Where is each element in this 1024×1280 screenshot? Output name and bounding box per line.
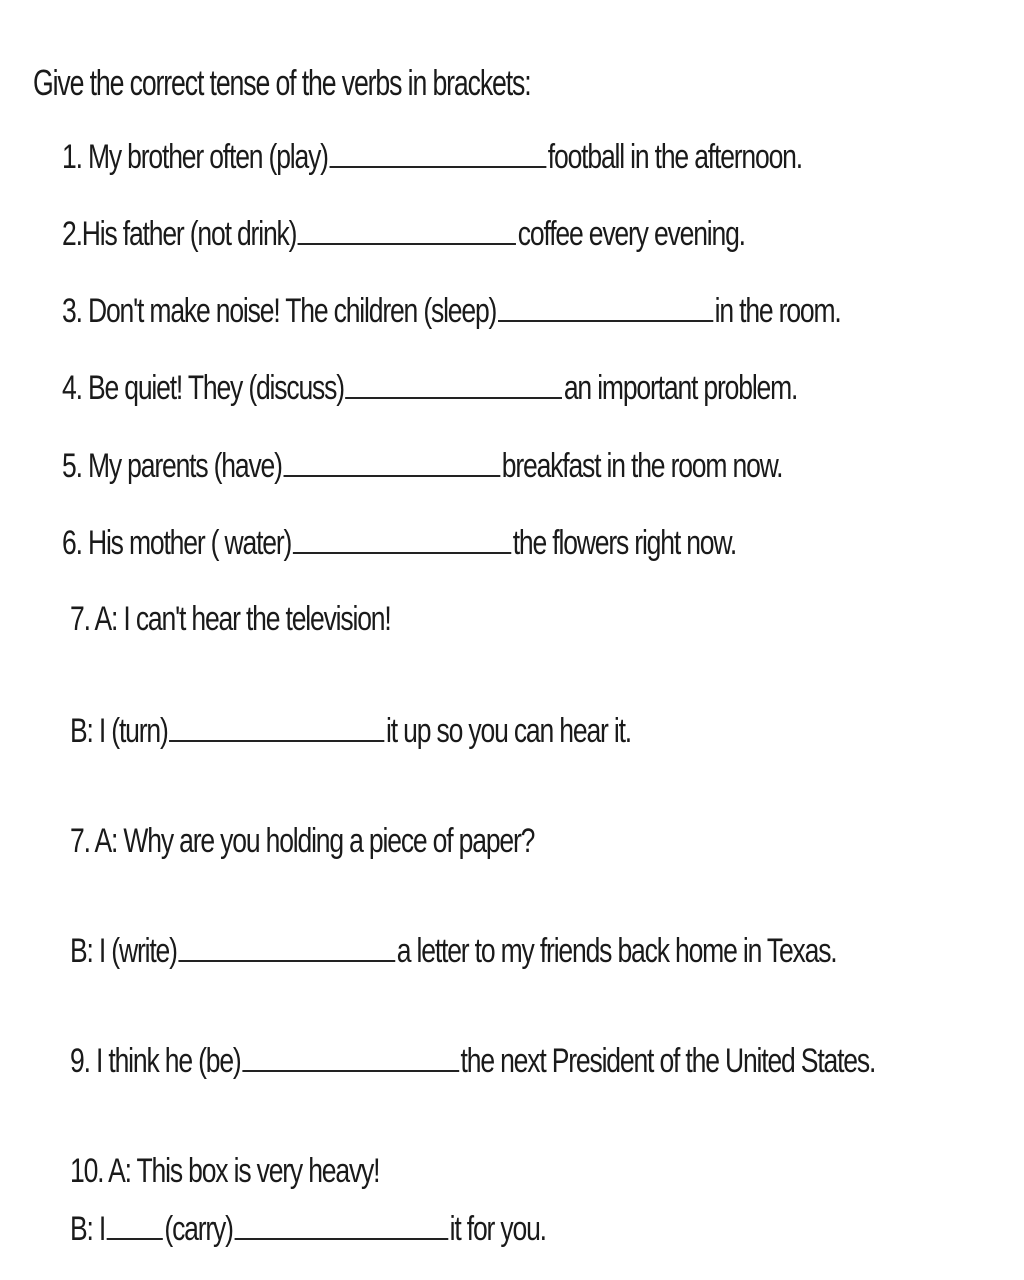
item-4-prompt: 4. Be quiet! They (discuss) (62, 369, 344, 407)
item-1-continuation: football in the afternoon. (547, 138, 802, 176)
item-2-continuation: coffee every evening. (517, 215, 745, 253)
item-6-prompt: 6. His mother ( water) (62, 524, 292, 562)
item-8b-prompt: B: I (write) (70, 932, 177, 970)
item-2-prompt: 2.His father (not drink) (62, 215, 297, 253)
exercise-item-7b (70, 712, 631, 751)
item-8b-continuation: a letter to my friends back home in Texas. (396, 932, 837, 970)
exercise-item-7a-prompt (70, 600, 391, 639)
exercise-item-5 (62, 447, 782, 486)
item-7b-prompt: B: I (turn) (70, 712, 168, 750)
worksheet-title: Give the correct tense of the verbs in brackets: (33, 62, 531, 103)
exercise-item-10a-prompt (70, 1152, 379, 1191)
exercise-item-1 (62, 138, 802, 177)
item-5-continuation: breakfast in the room now. (501, 447, 783, 485)
item-7a-text: 7. A: I can't hear the television! (70, 600, 391, 638)
item-7b-answer-blank[interactable] (169, 739, 384, 742)
exercise-item-10b (70, 1210, 546, 1249)
exercise-item-4 (62, 369, 797, 408)
item-4-answer-blank[interactable] (345, 396, 562, 399)
item-9-continuation: the next President of the United States. (460, 1042, 876, 1080)
exercise-item-6 (62, 524, 736, 563)
item-2-answer-blank[interactable] (298, 242, 516, 245)
exercise-item-8b (70, 932, 836, 971)
item-8a-text: 7. A: Why are you holding a piece of paper? (70, 822, 535, 860)
item-10b-auxiliary-blank[interactable] (107, 1237, 163, 1240)
item-3-answer-blank[interactable] (498, 319, 713, 322)
item-10b-answer-blank[interactable] (234, 1237, 448, 1240)
exercise-item-2 (62, 215, 745, 254)
item-7b-continuation: it up so you can hear it. (386, 712, 632, 750)
item-3-continuation: in the room. (714, 292, 841, 330)
item-10a-text: 10. A: This box is very heavy! (70, 1152, 380, 1190)
item-5-answer-blank[interactable] (283, 474, 500, 477)
item-9-prompt: 9. I think he (be) (70, 1042, 241, 1080)
item-4-continuation: an important problem. (563, 369, 798, 407)
item-10b-verb: (carry) (164, 1210, 233, 1248)
item-10b-prompt: B: I (70, 1210, 106, 1248)
item-6-continuation: the flowers right now. (512, 524, 737, 562)
item-8b-answer-blank[interactable] (178, 959, 395, 962)
item-1-answer-blank[interactable] (329, 165, 546, 168)
item-5-prompt: 5. My parents (have) (62, 447, 282, 485)
item-1-prompt: 1. My brother often (play) (62, 138, 328, 176)
item-9-answer-blank[interactable] (242, 1069, 459, 1072)
exercise-item-8a-prompt (70, 822, 534, 861)
item-6-answer-blank[interactable] (293, 551, 511, 554)
exercise-item-9 (70, 1042, 875, 1081)
exercise-item-3 (62, 292, 841, 331)
item-3-prompt: 3. Don't make noise! The children (sleep) (62, 292, 497, 330)
item-10b-continuation: it for you. (449, 1210, 546, 1248)
